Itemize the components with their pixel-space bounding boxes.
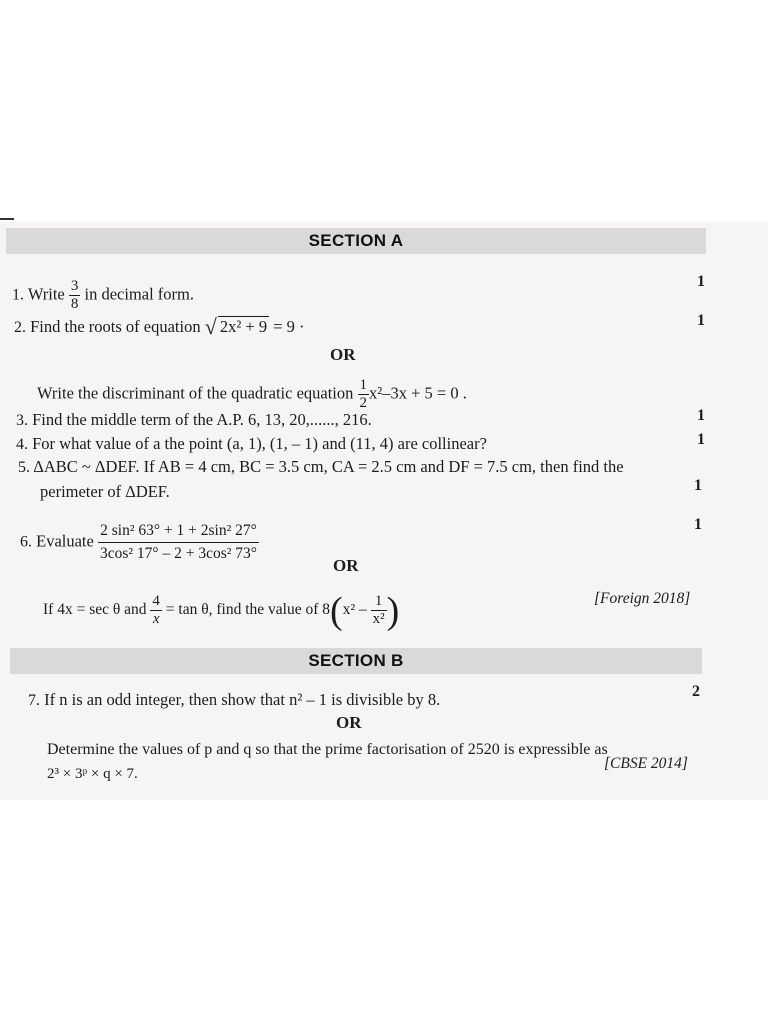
question-number: 5.	[18, 459, 30, 476]
q6-reference: [Foreign 2018]	[594, 590, 691, 607]
q6alt-inner-a: x² –	[342, 601, 367, 619]
radical-sign-icon: √	[204, 314, 217, 339]
fraction-numerator: 1	[371, 593, 387, 611]
q7alt-text-line1: Determine the values of p and q so that the prime factorisation of 2520 is expressible as	[47, 741, 608, 758]
section-b-header	[10, 648, 702, 674]
right-paren-icon: )	[386, 590, 400, 633]
fraction-numerator: 4	[152, 593, 160, 609]
q6-text-before: Evaluate	[36, 531, 94, 551]
q7-text: If n is an odd integer, then show that n² – 1 is divisible by 8.	[44, 690, 441, 709]
q7alt-text-line2: 2³ × 3ᵖ × q × 7.	[47, 766, 138, 782]
q2-radicand: 2x² + 9	[219, 317, 268, 336]
fraction-numerator: 1	[359, 377, 368, 393]
q3-marks: 1	[697, 407, 705, 424]
question-6-alternative	[43, 590, 400, 633]
section-a-title: SECTION A	[308, 231, 404, 250]
q3-text: Find the middle term of the A.P. 6, 13, 20,......, 216.	[32, 410, 372, 429]
q6alt-fraction	[150, 593, 162, 628]
fraction-denominator: 2	[359, 395, 368, 411]
q2alt-fraction	[358, 377, 370, 412]
q2-rhs: = 9 ·	[273, 317, 305, 336]
section-b-title: SECTION B	[308, 651, 404, 670]
question-2	[14, 316, 305, 338]
q2-text-before: Find the roots of equation	[30, 317, 201, 336]
q1-text-after: in decimal form.	[84, 284, 194, 304]
question-number: 1.	[12, 286, 24, 304]
fraction-numerator: 3	[70, 278, 79, 294]
fraction-numerator: 2 sin² 63° + 1 + 2sin² 27°	[98, 520, 259, 543]
q1-marks: 1	[697, 273, 705, 290]
left-paren-icon: (	[330, 590, 343, 633]
question-3	[16, 410, 372, 431]
question-number: 6.	[20, 533, 32, 551]
section-a-header	[6, 228, 706, 254]
q2alt-text-after: x²–3x + 5 = 0 .	[369, 383, 467, 403]
q4-text: For what value of a the point (a, 1), (1, – 1) and (11, 4) are collinear?	[32, 434, 487, 453]
question-2-alternative	[37, 377, 467, 412]
question-number: 7.	[28, 692, 40, 709]
page-edge-mark	[0, 218, 14, 220]
q5-text-line1: ΔABC ~ ΔDEF. If AB = 4 cm, BC = 3.5 cm, CA = 2.5 cm and DF = 7.5 cm, then find the	[33, 457, 624, 476]
question-1	[12, 278, 194, 313]
fraction-denominator: x²	[372, 611, 385, 627]
q1-fraction	[69, 278, 81, 313]
q7-marks: 2	[692, 683, 700, 700]
fraction-denominator: x	[152, 611, 160, 627]
q6alt-inner-fraction	[371, 593, 387, 628]
q5-text-line2: perimeter of ΔDEF.	[40, 482, 170, 501]
or-label: OR	[336, 713, 362, 732]
question-number: 2.	[14, 319, 26, 336]
fraction-denominator: 8	[70, 296, 79, 312]
question-7	[28, 690, 440, 711]
question-number: 3.	[16, 412, 28, 429]
question-4	[16, 434, 487, 455]
fraction-denominator: 3cos² 17° – 2 + 3cos² 73°	[99, 545, 257, 562]
q6alt-text-a: If 4x = sec θ and	[43, 601, 147, 619]
q5-marks: 1	[694, 477, 702, 494]
q4-marks: 1	[697, 431, 705, 448]
question-6	[20, 520, 259, 565]
q7-reference: [CBSE 2014]	[604, 755, 688, 772]
q6-marks: 1	[694, 516, 702, 533]
q2alt-text-before: Write the discriminant of the quadratic equation	[37, 383, 354, 403]
or-label: OR	[330, 345, 356, 364]
q1-text-before: Write	[27, 284, 65, 304]
question-number: 4.	[16, 436, 28, 453]
q2-marks: 1	[697, 312, 705, 329]
q6-fraction	[98, 520, 259, 565]
q6alt-text-b: = tan θ, find the value of 8	[165, 601, 331, 619]
or-label: OR	[333, 556, 359, 575]
question-5	[18, 457, 624, 478]
